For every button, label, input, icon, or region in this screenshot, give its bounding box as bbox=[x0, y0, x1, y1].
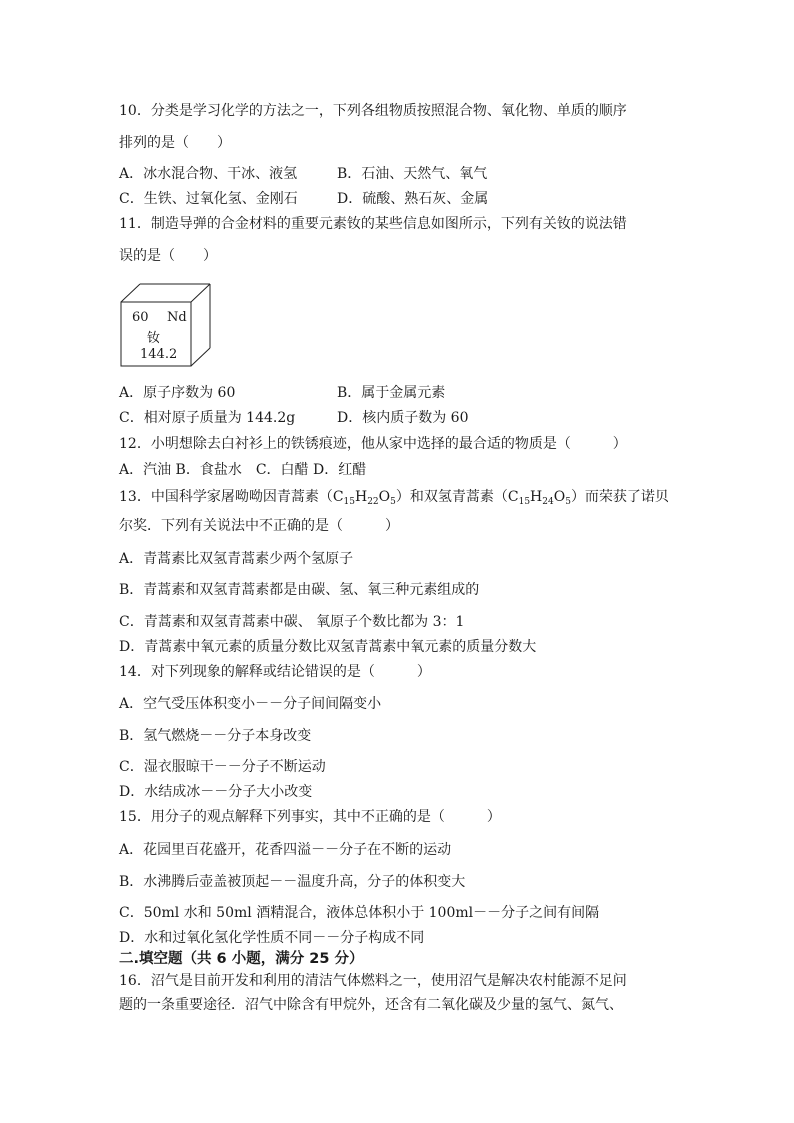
q14-option-d: D．水结成冰－－分子大小改变 bbox=[119, 784, 313, 800]
q12-options: A．汽油 B．食盐水 C．白醋 D．红醋 bbox=[119, 462, 367, 478]
q13-formula2-sub3: 5 bbox=[565, 497, 571, 507]
q16-line2: 题的一条重要途径．沼气中除含有甲烷外，还含有二氧化碳及少量的氢气、氮气、 bbox=[119, 997, 623, 1013]
q13-option-b: B．青蒿素和双氢青蒿素都是由碳、氢、氧三种元素组成的 bbox=[119, 582, 480, 598]
element-symbol: Nd bbox=[167, 310, 187, 325]
q13-formula2-sub2: 24 bbox=[542, 497, 554, 507]
element-mass: 144.2 bbox=[140, 347, 178, 362]
q13-option-c: C．青蒿素和双氢青蒿素中碳、 氧原子个数比都为 3：1 bbox=[119, 614, 465, 630]
q13-formula2-sub1: 15 bbox=[518, 497, 531, 507]
q10-stem-line1: 10．分类是学习化学的方法之一，下列各组物质按照混合物、氧化物、单质的顺序 bbox=[119, 103, 627, 119]
q15-stem: 15．用分子的观点解释下列事实，其中不正确的是（ ） bbox=[119, 809, 501, 825]
q11-option-c: C．相对原子质量为 144.2g bbox=[119, 410, 296, 426]
q13-option-a: A．青蒿素比双氢青蒿素少两个氢原子 bbox=[119, 551, 354, 567]
q11-option-d: D．核内质子数为 60 bbox=[337, 410, 469, 426]
q15-option-a: A．花园里百花盛开，花香四溢－－分子在不断的运动 bbox=[119, 842, 452, 858]
q13-formula2-o: O bbox=[553, 489, 566, 505]
q13-stem-text-b: ）和双氢青蒿素（C bbox=[395, 489, 519, 505]
q10-option-a: A．冰水混合物、干冰、液氢 bbox=[119, 166, 298, 182]
q13-option-d: D．青蒿素中氧元素的质量分数比双氢青蒿素中氧元素的质量分数大 bbox=[119, 639, 537, 655]
section-heading: 二.填空题（共 6 小题，满分 25 分） bbox=[119, 951, 364, 967]
q14-option-b: B．氢气燃烧－－分子本身改变 bbox=[119, 728, 312, 744]
q11-option-b: B．属于金属元素 bbox=[337, 385, 446, 401]
q10-option-b: B．石油、天然气、氧气 bbox=[337, 166, 488, 182]
q13-formula1-sub1: 15 bbox=[343, 497, 355, 507]
q14-stem: 14．对下列现象的解释或结论错误的是（ ） bbox=[119, 664, 431, 680]
q13-stem-text-a: 13．中国科学家屠呦呦因青蒿素（C bbox=[119, 489, 344, 505]
q16-line1: 16．沼气是目前开发和利用的清洁气体燃料之一，使用沼气是解决农村能源不足问 bbox=[119, 973, 627, 989]
q15-option-b: B．水沸腾后壶盖被顶起－－温度升高，分子的体积变大 bbox=[119, 874, 466, 890]
q13-stem-line2: 尔奖．下列有关说法中不正确的是（ ） bbox=[119, 518, 399, 534]
q13-formula1-o: O bbox=[378, 489, 391, 505]
q13-formula1-h: H bbox=[354, 489, 368, 505]
q14-option-a: A．空气受压体积变小－－分子间间隔变小 bbox=[119, 696, 382, 712]
q13-formula1-sub2: 22 bbox=[367, 497, 379, 507]
element-atomic-number: 60 bbox=[132, 310, 149, 325]
q11-stem-line2: 误的是（ ） bbox=[119, 248, 217, 264]
q14-option-c: C．湿衣服晾干－－分子不断运动 bbox=[119, 759, 326, 775]
q13-stem-text-c: ）而荣获了诺贝 bbox=[570, 489, 669, 505]
q12-stem: 12．小明想除去白衬衫上的铁锈痕迹，他从家中选择的最合适的物质是（ ） bbox=[119, 436, 627, 452]
q13-formula2-h: H bbox=[530, 489, 543, 505]
q11-stem-line1: 11．制造导弹的合金材料的重要元素钕的某些信息如图所示，下列有关钕的说法错 bbox=[119, 216, 627, 232]
q15-option-c: C．50ml 水和 50ml 酒精混合，液体总体积小于 100ml－－分子之间有间隔 bbox=[119, 905, 600, 921]
q15-option-d: D．水和过氧化氢化学性质不同－－分子构成不同 bbox=[119, 930, 425, 946]
q13-formula1-sub3: 5 bbox=[390, 497, 396, 507]
q10-option-c: C．生铁、过氧化氢、金刚石 bbox=[119, 191, 298, 207]
q10-option-d: D．硫酸、熟石灰、金属 bbox=[337, 191, 489, 207]
q11-option-a: A．原子序数为 60 bbox=[119, 385, 236, 401]
element-name: 钕 bbox=[147, 331, 161, 346]
q13-stem-line1 bbox=[119, 488, 669, 511]
q10-stem-line2: 排列的是（ ） bbox=[119, 135, 231, 151]
